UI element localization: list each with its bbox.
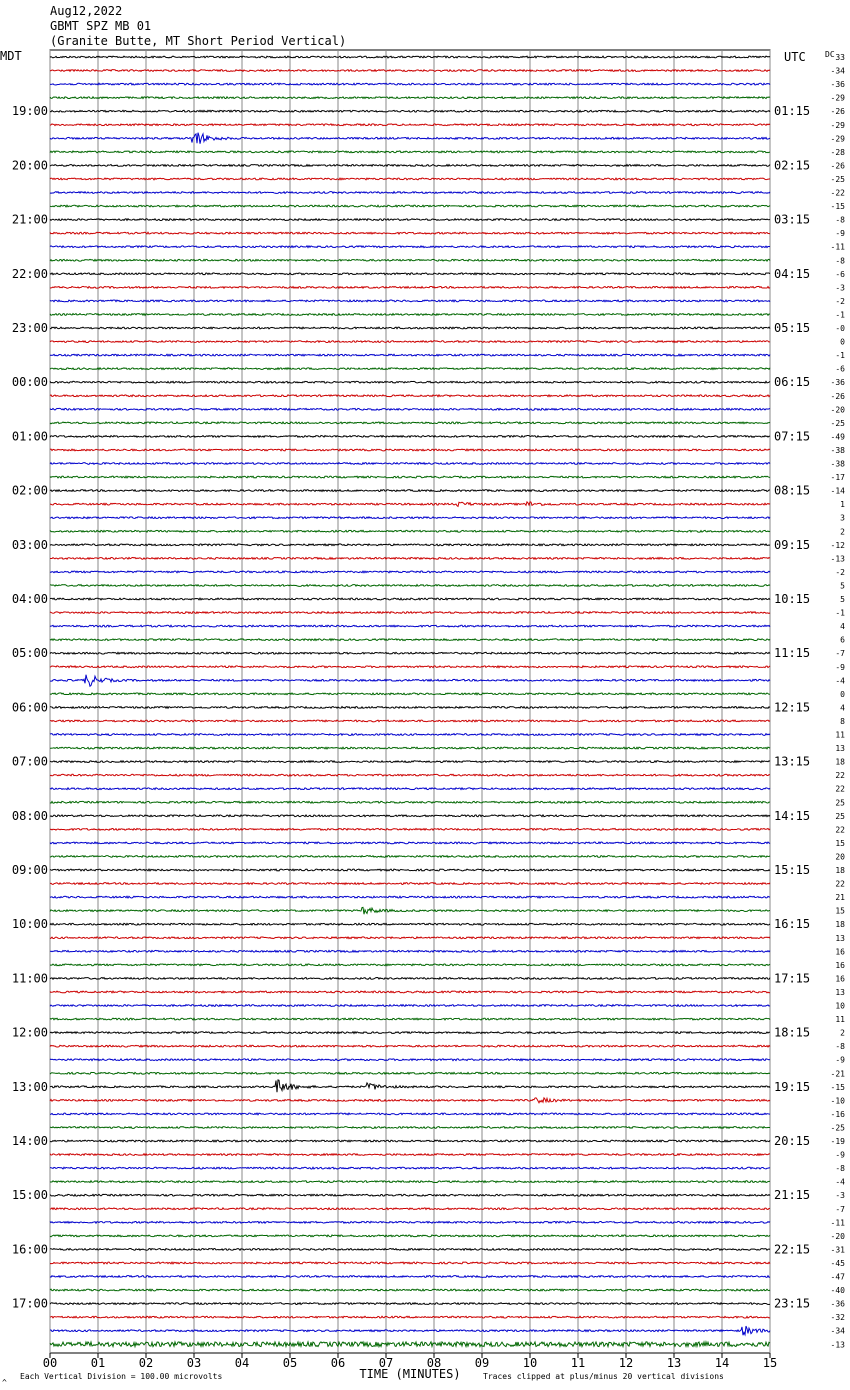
mdt-hour-label: 15:00 <box>11 1188 48 1203</box>
seismic-trace <box>50 598 770 600</box>
seismic-trace <box>50 205 770 207</box>
dc-offset-label: -13 <box>830 1340 845 1350</box>
mdt-hour-label: 06:00 <box>11 700 48 715</box>
dc-offset-label: -25 <box>830 1123 845 1133</box>
x-tick-label: 02 <box>138 1356 154 1370</box>
seismic-trace <box>50 557 770 559</box>
x-tick-label: 09 <box>474 1356 490 1370</box>
seismic-trace <box>50 70 770 72</box>
seismic-trace <box>50 761 770 763</box>
seismic-trace <box>50 273 770 275</box>
dc-offset-label: 16 <box>835 960 845 970</box>
utc-hour-label: 19:15 <box>774 1079 811 1094</box>
seismic-trace <box>50 639 770 641</box>
dc-offset-label: -38 <box>830 459 845 469</box>
dc-offset-label: -1 <box>835 351 845 361</box>
seismic-trace <box>50 314 770 316</box>
dc-offset-label: -31 <box>830 1245 845 1255</box>
mdt-hour-label: 16:00 <box>11 1242 48 1257</box>
seismic-trace <box>50 720 770 722</box>
dc-offset-label: 22 <box>835 879 845 889</box>
seismic-trace <box>50 1221 770 1223</box>
dc-offset-label: -47 <box>830 1272 845 1282</box>
seismic-trace <box>50 192 770 194</box>
seismic-trace <box>50 991 770 993</box>
seismic-trace <box>50 1342 770 1347</box>
mdt-axis-label: MDT <box>0 49 22 63</box>
dc-offset-label: -9 <box>835 1055 845 1065</box>
dc-offset-label: 6 <box>840 635 845 645</box>
dc-offset-label: -29 <box>830 120 845 130</box>
dc-offset-label: 18 <box>835 866 845 875</box>
dc-offset-label: 0 <box>840 337 845 347</box>
dc-offset-label: 25 <box>835 798 845 808</box>
x-tick-label: 10 <box>522 1356 538 1370</box>
utc-hour-label: 08:15 <box>774 483 811 498</box>
dc-offset-label: 18 <box>835 920 845 930</box>
dc-offset-label: -0 <box>835 324 845 333</box>
seismic-trace <box>50 246 770 248</box>
dc-offset-label: 25 <box>835 811 845 821</box>
seismic-trace <box>50 923 770 925</box>
dc-offset-label: 8 <box>840 716 845 726</box>
dc-offset-label: -20 <box>830 405 845 415</box>
seismic-trace <box>50 774 770 776</box>
seismic-trace <box>50 1127 770 1129</box>
utc-hour-label: 10:15 <box>774 592 811 606</box>
dc-offset-label: -15 <box>830 202 845 212</box>
utc-hour-label: 04:15 <box>774 266 811 281</box>
utc-hour-label: 23:15 <box>774 1296 811 1311</box>
seismic-trace <box>50 842 770 844</box>
seismic-trace <box>50 544 770 546</box>
dc-offset-label: -19 <box>830 1137 845 1146</box>
seismic-trace <box>50 1181 770 1183</box>
seismic-trace <box>50 801 770 803</box>
dc-offset-label: 13 <box>835 933 845 943</box>
seismic-trace <box>50 625 770 627</box>
mdt-hour-label: 04:00 <box>11 592 48 606</box>
seismic-trace <box>50 1140 770 1142</box>
mdt-hour-label: 00:00 <box>11 375 48 390</box>
dc-offset-label: 15 <box>835 838 845 848</box>
utc-hour-label: 16:15 <box>774 917 811 932</box>
dc-offset-label: -12 <box>830 540 845 550</box>
dc-offset-label: -45 <box>830 1258 845 1268</box>
dc-offset-label: -25 <box>830 174 845 184</box>
seismic-trace <box>50 734 770 736</box>
seismic-trace <box>50 1167 770 1169</box>
seismic-trace <box>50 1262 770 1264</box>
seismic-trace <box>50 1045 770 1047</box>
dc-offset-label: -36 <box>830 378 845 388</box>
dc-offset-label: -32 <box>830 1313 845 1323</box>
mdt-hour-label: 22:00 <box>11 266 48 281</box>
seismic-trace <box>50 476 770 478</box>
seismic-trace <box>50 151 770 153</box>
utc-hour-label: 12:15 <box>774 700 811 715</box>
seismic-trace <box>50 56 770 58</box>
dc-offset-label: 2 <box>840 527 845 537</box>
seismic-trace <box>50 165 770 167</box>
utc-hour-label: 13:15 <box>774 754 811 769</box>
plot-frame <box>50 50 770 1353</box>
dc-offset-label: -17 <box>830 473 845 483</box>
dc-offset-label: -13 <box>830 554 845 564</box>
x-tick-label: 07 <box>378 1356 394 1370</box>
mdt-hour-label: 03:00 <box>11 537 48 552</box>
utc-hour-label: 15:15 <box>774 863 811 877</box>
mdt-hour-label: 01:00 <box>11 429 48 444</box>
x-tick-label: 12 <box>618 1356 634 1370</box>
dc-offset-label: 11 <box>835 730 845 740</box>
seismic-trace <box>50 381 770 383</box>
dc-offset-label: -11 <box>830 1218 845 1228</box>
x-tick-label: 13 <box>666 1356 682 1370</box>
seismic-trace <box>50 259 770 261</box>
dc-offset-label: -3 <box>835 283 845 293</box>
dc-offset-label: 3 <box>840 513 845 523</box>
utc-hour-label: 09:15 <box>774 537 811 552</box>
x-tick-label: 00 <box>42 1356 58 1370</box>
dc-offset-label: -9 <box>835 229 845 239</box>
dc-offset-label: -9 <box>835 1150 845 1160</box>
utc-hour-label: 11:15 <box>774 646 811 661</box>
seismic-trace <box>50 883 770 885</box>
utc-hour-label: 21:15 <box>774 1188 811 1203</box>
dc-offset-label: 18 <box>835 757 845 767</box>
seismic-trace <box>50 1018 770 1020</box>
seismic-trace <box>50 1098 770 1103</box>
seismic-trace <box>50 571 770 573</box>
seismic-trace <box>50 788 770 790</box>
dc-offset-label: -49 <box>830 432 845 442</box>
seismic-trace <box>50 232 770 234</box>
x-tick-label: 14 <box>714 1356 730 1370</box>
seismic-trace <box>50 1208 770 1210</box>
utc-hour-label: 18:15 <box>774 1025 811 1040</box>
seismic-trace <box>50 408 770 410</box>
seismic-trace <box>50 1032 770 1034</box>
seismic-trace <box>50 828 770 830</box>
seismic-trace <box>50 612 770 614</box>
seismic-trace <box>50 219 770 221</box>
utc-hour-label: 05:15 <box>774 321 811 335</box>
corner-mark: ^ <box>2 1378 7 1387</box>
seismic-trace <box>50 490 770 492</box>
seismic-trace <box>50 1303 770 1305</box>
dc-offset-label: -14 <box>830 486 845 496</box>
dc-offset-label: -34 <box>830 66 845 76</box>
x-tick-label: 15 <box>762 1356 778 1370</box>
dc-offset-label: 22 <box>835 825 845 835</box>
seismic-trace <box>50 815 770 817</box>
x-tick-label: 05 <box>282 1356 298 1370</box>
seismic-trace <box>50 178 770 180</box>
dc-offset-label: 20 <box>835 852 845 862</box>
seismic-trace <box>50 517 770 519</box>
seismic-trace <box>50 1154 770 1156</box>
mdt-hour-label: 12:00 <box>11 1025 48 1040</box>
seismic-trace <box>50 1113 770 1115</box>
dc-offset-label: -16 <box>830 1109 845 1119</box>
seismic-trace <box>50 747 770 749</box>
station-location: (Granite Butte, MT Short Period Vertical) <box>50 34 347 48</box>
seismic-trace <box>50 652 770 654</box>
dc-offset-label: -1 <box>835 310 845 320</box>
x-tick-label: 06 <box>330 1356 346 1370</box>
seismic-trace <box>50 124 770 126</box>
seismic-trace <box>50 896 770 898</box>
dc-offset-label: -7 <box>835 1204 845 1214</box>
seismic-trace <box>50 530 770 532</box>
dc-offset-label: 13 <box>835 987 845 997</box>
mdt-hour-label: 07:00 <box>11 754 48 769</box>
x-tick-label: 11 <box>570 1356 586 1370</box>
mdt-hour-label: 19:00 <box>11 104 48 119</box>
dc-offset-label: -9 <box>835 662 845 672</box>
dc-offset-label: -6 <box>835 269 845 279</box>
utc-hour-label: 14:15 <box>774 808 811 823</box>
seismic-trace <box>50 1059 770 1061</box>
seismic-trace <box>50 286 770 288</box>
dc-offset-label: -34 <box>830 1326 845 1336</box>
dc-offset-label: -26 <box>830 391 845 401</box>
seismic-trace <box>50 1249 770 1251</box>
dc-offset-label: -21 <box>830 1069 845 1079</box>
dc-offset-label: -36 <box>830 80 845 90</box>
seismic-trace <box>50 675 770 687</box>
seismic-trace <box>50 1072 770 1074</box>
seismic-trace <box>50 341 770 343</box>
dc-offset-label: -29 <box>830 134 845 144</box>
mdt-hour-label: 23:00 <box>11 321 48 335</box>
seismic-trace <box>50 964 770 966</box>
utc-hour-label: 17:15 <box>774 971 811 986</box>
dc-offset-label: -2 <box>835 567 845 577</box>
vertical-division-note: Each Vertical Division = 100.00 microvolts <box>20 1372 223 1381</box>
seismic-trace <box>50 907 770 914</box>
dc-offset-label: 0 <box>840 689 845 699</box>
seismic-trace <box>50 1276 770 1278</box>
seismic-trace <box>50 856 770 858</box>
utc-hour-label: 06:15 <box>774 375 811 390</box>
dc-offset-label: 2 <box>840 1028 845 1038</box>
dc-offset-label: -11 <box>830 242 845 252</box>
dc-offset-label: 33 <box>835 53 845 62</box>
dc-offset-label: 16 <box>835 974 845 984</box>
clip-note: Traces clipped at plus/minus 20 vertical divisions <box>483 1372 724 1381</box>
dc-offset-label: -20 <box>830 1231 845 1241</box>
dc-offset-label: 5 <box>840 581 845 591</box>
seismic-trace <box>50 1235 770 1237</box>
dc-offset-label: -25 <box>830 418 845 428</box>
seismic-trace <box>50 950 770 952</box>
dc-offset-label: -40 <box>830 1286 845 1296</box>
seismic-trace <box>50 502 770 507</box>
dc-offset-label: -26 <box>830 107 845 117</box>
x-tick-label: 01 <box>90 1356 106 1370</box>
dc-label: DC <box>825 50 835 59</box>
mdt-hour-label: 13:00 <box>11 1079 48 1094</box>
dc-offset-label: -8 <box>835 215 845 225</box>
utc-hour-label: 03:15 <box>774 212 811 227</box>
dc-offset-label: -22 <box>830 188 845 198</box>
seismic-trace <box>50 1289 770 1291</box>
x-axis-title: TIME (MINUTES) <box>359 1367 461 1381</box>
x-tick-label: 04 <box>234 1356 250 1370</box>
dc-offset-label: 5 <box>840 595 845 604</box>
station-code: GBMT SPZ MB 01 <box>50 19 152 33</box>
mdt-hour-label: 20:00 <box>11 158 48 173</box>
seismic-trace <box>50 1326 770 1335</box>
mdt-hour-label: 10:00 <box>11 917 48 932</box>
seismic-trace <box>50 1005 770 1007</box>
utc-axis-label: UTC <box>784 50 806 64</box>
dc-offset-label: -6 <box>835 364 845 374</box>
dc-offset-label: 21 <box>835 893 845 903</box>
dc-offset-label: 16 <box>835 947 845 957</box>
mdt-hour-label: 21:00 <box>11 212 48 227</box>
seismic-trace <box>50 978 770 980</box>
seismic-trace <box>50 300 770 302</box>
seismic-trace <box>50 395 770 397</box>
mdt-hour-label: 09:00 <box>11 863 48 877</box>
mdt-hour-label: 11:00 <box>11 971 48 986</box>
utc-hour-label: 22:15 <box>774 1242 811 1257</box>
seismic-trace <box>50 133 770 144</box>
seismic-trace <box>50 585 770 587</box>
seismic-trace <box>50 110 770 112</box>
mdt-hour-label: 02:00 <box>11 483 48 498</box>
utc-hour-label: 20:15 <box>774 1134 811 1148</box>
dc-offset-label: -8 <box>835 1042 845 1052</box>
dc-offset-label: 22 <box>835 771 845 781</box>
dc-offset-label: 4 <box>840 622 845 632</box>
dc-offset-label: -7 <box>835 649 845 659</box>
dc-offset-label: -2 <box>835 296 845 306</box>
x-tick-label: 03 <box>186 1356 202 1370</box>
mdt-hour-label: 05:00 <box>11 646 48 661</box>
seismic-trace <box>50 1194 770 1196</box>
dc-offset-label: -15 <box>830 1082 845 1092</box>
dc-offset-label: 15 <box>835 906 845 916</box>
seismic-trace <box>50 354 770 356</box>
dc-offset-label: -1 <box>835 608 845 618</box>
seismic-trace <box>50 463 770 465</box>
seismic-trace <box>50 368 770 370</box>
dc-offset-label: 1 <box>840 500 845 510</box>
dc-offset-label: 22 <box>835 784 845 794</box>
dc-offset-label: 11 <box>835 1015 845 1025</box>
seismic-trace <box>50 449 770 451</box>
seismic-trace <box>50 97 770 99</box>
seismic-trace <box>50 436 770 438</box>
seismic-trace <box>50 83 770 85</box>
mdt-hour-label: 14:00 <box>11 1134 48 1148</box>
utc-hour-label: 01:15 <box>774 104 811 119</box>
dc-offset-label: -4 <box>835 1177 845 1187</box>
dc-offset-label: -4 <box>835 676 845 686</box>
dc-offset-label: -26 <box>830 161 845 171</box>
dc-offset-label: -10 <box>830 1096 845 1106</box>
utc-hour-label: 07:15 <box>774 429 811 444</box>
seismic-trace <box>50 707 770 709</box>
mdt-hour-label: 08:00 <box>11 808 48 823</box>
seismic-trace <box>50 1080 770 1092</box>
seismic-trace <box>50 666 770 668</box>
chart-date: Aug12,2022 <box>50 4 123 18</box>
seismic-trace <box>50 327 770 329</box>
dc-offset-label: 4 <box>840 703 845 713</box>
dc-offset-label: -36 <box>830 1299 845 1309</box>
seismic-trace <box>50 1316 770 1318</box>
dc-offset-label: -8 <box>835 256 845 266</box>
seismic-trace <box>50 937 770 939</box>
dc-offset-label: 10 <box>835 1001 845 1011</box>
x-tick-label: 08 <box>426 1356 442 1370</box>
dc-offset-label: 13 <box>835 744 845 754</box>
seismic-trace <box>50 869 770 871</box>
dc-offset-label: -38 <box>830 445 845 455</box>
dc-offset-label: -3 <box>835 1191 845 1201</box>
mdt-hour-label: 17:00 <box>11 1296 48 1311</box>
dc-offset-label: -28 <box>830 147 845 157</box>
utc-hour-label: 02:15 <box>774 158 811 173</box>
seismic-trace <box>50 422 770 424</box>
dc-offset-label: -8 <box>835 1164 845 1174</box>
seismic-trace <box>50 693 770 695</box>
dc-offset-label: -29 <box>830 93 845 103</box>
